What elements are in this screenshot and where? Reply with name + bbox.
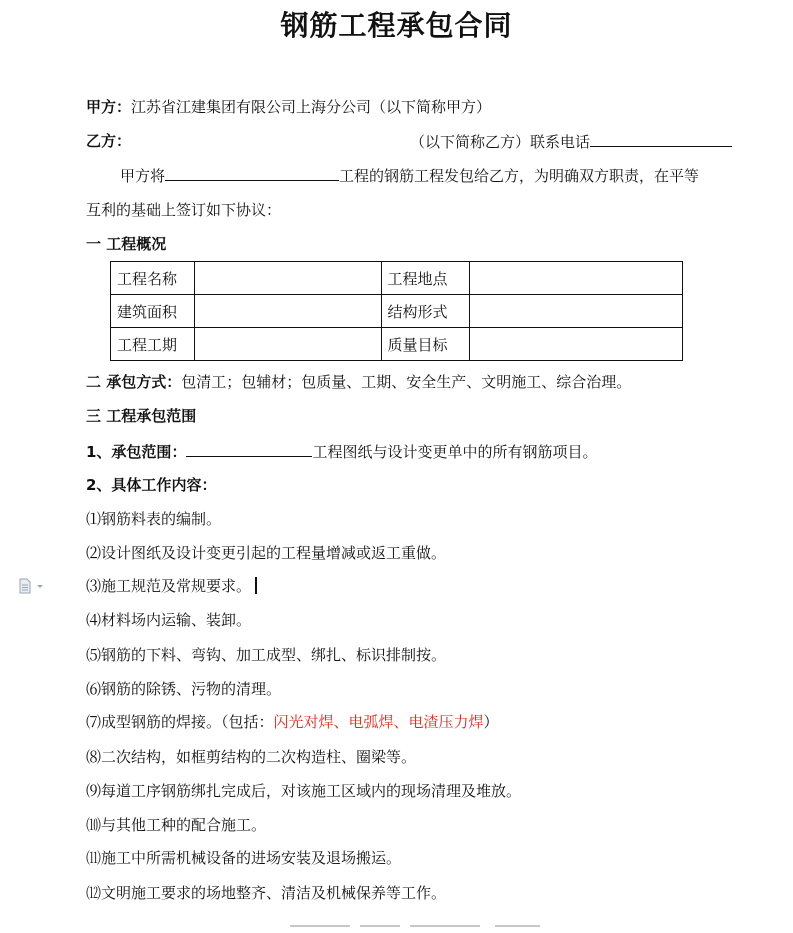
list-item: ⑻二次结构，如框剪结构的二次构造柱、圈梁等。 — [86, 748, 417, 766]
page-title: 钢筋工程承包合同 — [280, 9, 513, 42]
section2-heading: 二 承包方式： — [86, 373, 182, 391]
table-row — [111, 328, 683, 361]
party-b-label: 乙方： — [86, 132, 132, 150]
list-item: ⑽与其他工种的配合施工。 — [86, 816, 267, 834]
list-item: ⑹钢筋的除锈、污物的清理。 — [86, 680, 282, 698]
table-cell: 工程地点 — [381, 262, 470, 295]
scope-text: 工程图纸与设计变更单中的所有钢筋项目。 — [312, 443, 598, 461]
list-item-text: ⑶施工规范及常规要求。 — [86, 577, 252, 595]
dropdown-arrow-icon — [37, 585, 43, 588]
table-cell: 结构形式 — [381, 295, 470, 328]
welding-methods-highlight: 闪光对焊、电弧焊、电渣压力焊 — [273, 713, 484, 731]
section3-heading: 三 工程承包范围 — [86, 407, 197, 425]
party-b-short-name: （以下简称乙方） — [410, 133, 531, 151]
list-item: ⑼每道工序钢筋绑扎完成后，对该施工区域内的现场清理及堆放。 — [86, 782, 522, 800]
list-item: ⑵设计图纸及设计变更引起的工程量增减或返工重做。 — [86, 544, 447, 562]
section1-heading: 一 工程概况 — [86, 235, 167, 253]
table-cell[interactable] — [470, 295, 683, 328]
list-item: ⑷材料场内运输、装卸。 — [86, 611, 252, 629]
text-cursor — [255, 577, 257, 594]
cut-off-text-line — [290, 924, 550, 928]
party-b-line — [86, 131, 131, 151]
list-item-7 — [86, 712, 499, 732]
intro-prefix: 甲方将 — [120, 167, 166, 185]
scope-label: 1、承包范围： — [86, 443, 187, 461]
table-cell[interactable] — [470, 262, 683, 295]
list-item-3 — [86, 576, 257, 596]
work-content-label: 2、具体工作内容： — [86, 476, 217, 494]
table-cell: 工程名称 — [111, 262, 195, 295]
party-b-phone-label: 联系电话 — [530, 133, 591, 151]
list-item: ⑴钢筋料表的编制。 — [86, 510, 222, 528]
party-a-label: 甲方： — [86, 98, 132, 116]
scope-blank[interactable] — [186, 441, 312, 457]
table-cell[interactable] — [194, 262, 381, 295]
party-a-value: 江苏省江建集团有限公司上海分公司（以下简称甲方） — [131, 98, 492, 116]
intro-line-1 — [120, 165, 699, 186]
paragraph-options[interactable] — [19, 578, 47, 594]
section2-line — [86, 372, 631, 392]
table-cell: 工程工期 — [111, 328, 195, 361]
intro-suffix: 工程的钢筋工程发包给乙方，为明确双方职责，在平等 — [339, 167, 700, 185]
scope-line — [86, 441, 597, 462]
table-cell[interactable] — [194, 328, 381, 361]
list-item: ⑾施工中所需机械设备的进场安装及退场搬运。 — [86, 849, 402, 867]
list-item-close: ） — [483, 713, 499, 731]
intro-line-2: 互利的基础上签订如下协议： — [86, 201, 282, 219]
table-cell: 建筑面积 — [111, 295, 195, 328]
party-b-details — [410, 131, 732, 152]
party-a-line — [86, 97, 491, 117]
table-row — [111, 295, 683, 328]
section2-text: 包清工；包辅材；包质量、工期、安全生产、文明施工、综合治理。 — [181, 373, 632, 391]
party-b-phone-blank[interactable] — [590, 131, 732, 147]
table-cell[interactable] — [194, 295, 381, 328]
list-item: ⑿文明施工要求的场地整齐、清洁及机械保养等工作。 — [86, 884, 447, 902]
project-name-blank[interactable] — [165, 165, 339, 181]
table-cell[interactable] — [470, 328, 683, 361]
table-row — [111, 262, 683, 295]
project-overview-table — [110, 261, 683, 361]
document-icon — [19, 578, 47, 594]
table-cell: 质量目标 — [381, 328, 470, 361]
list-item: ⑸钢筋的下料、弯钩、加工成型、绑扎、标识排制按。 — [86, 646, 447, 664]
list-item-text: ⑺成型钢筋的焊接。（包括： — [86, 713, 274, 731]
